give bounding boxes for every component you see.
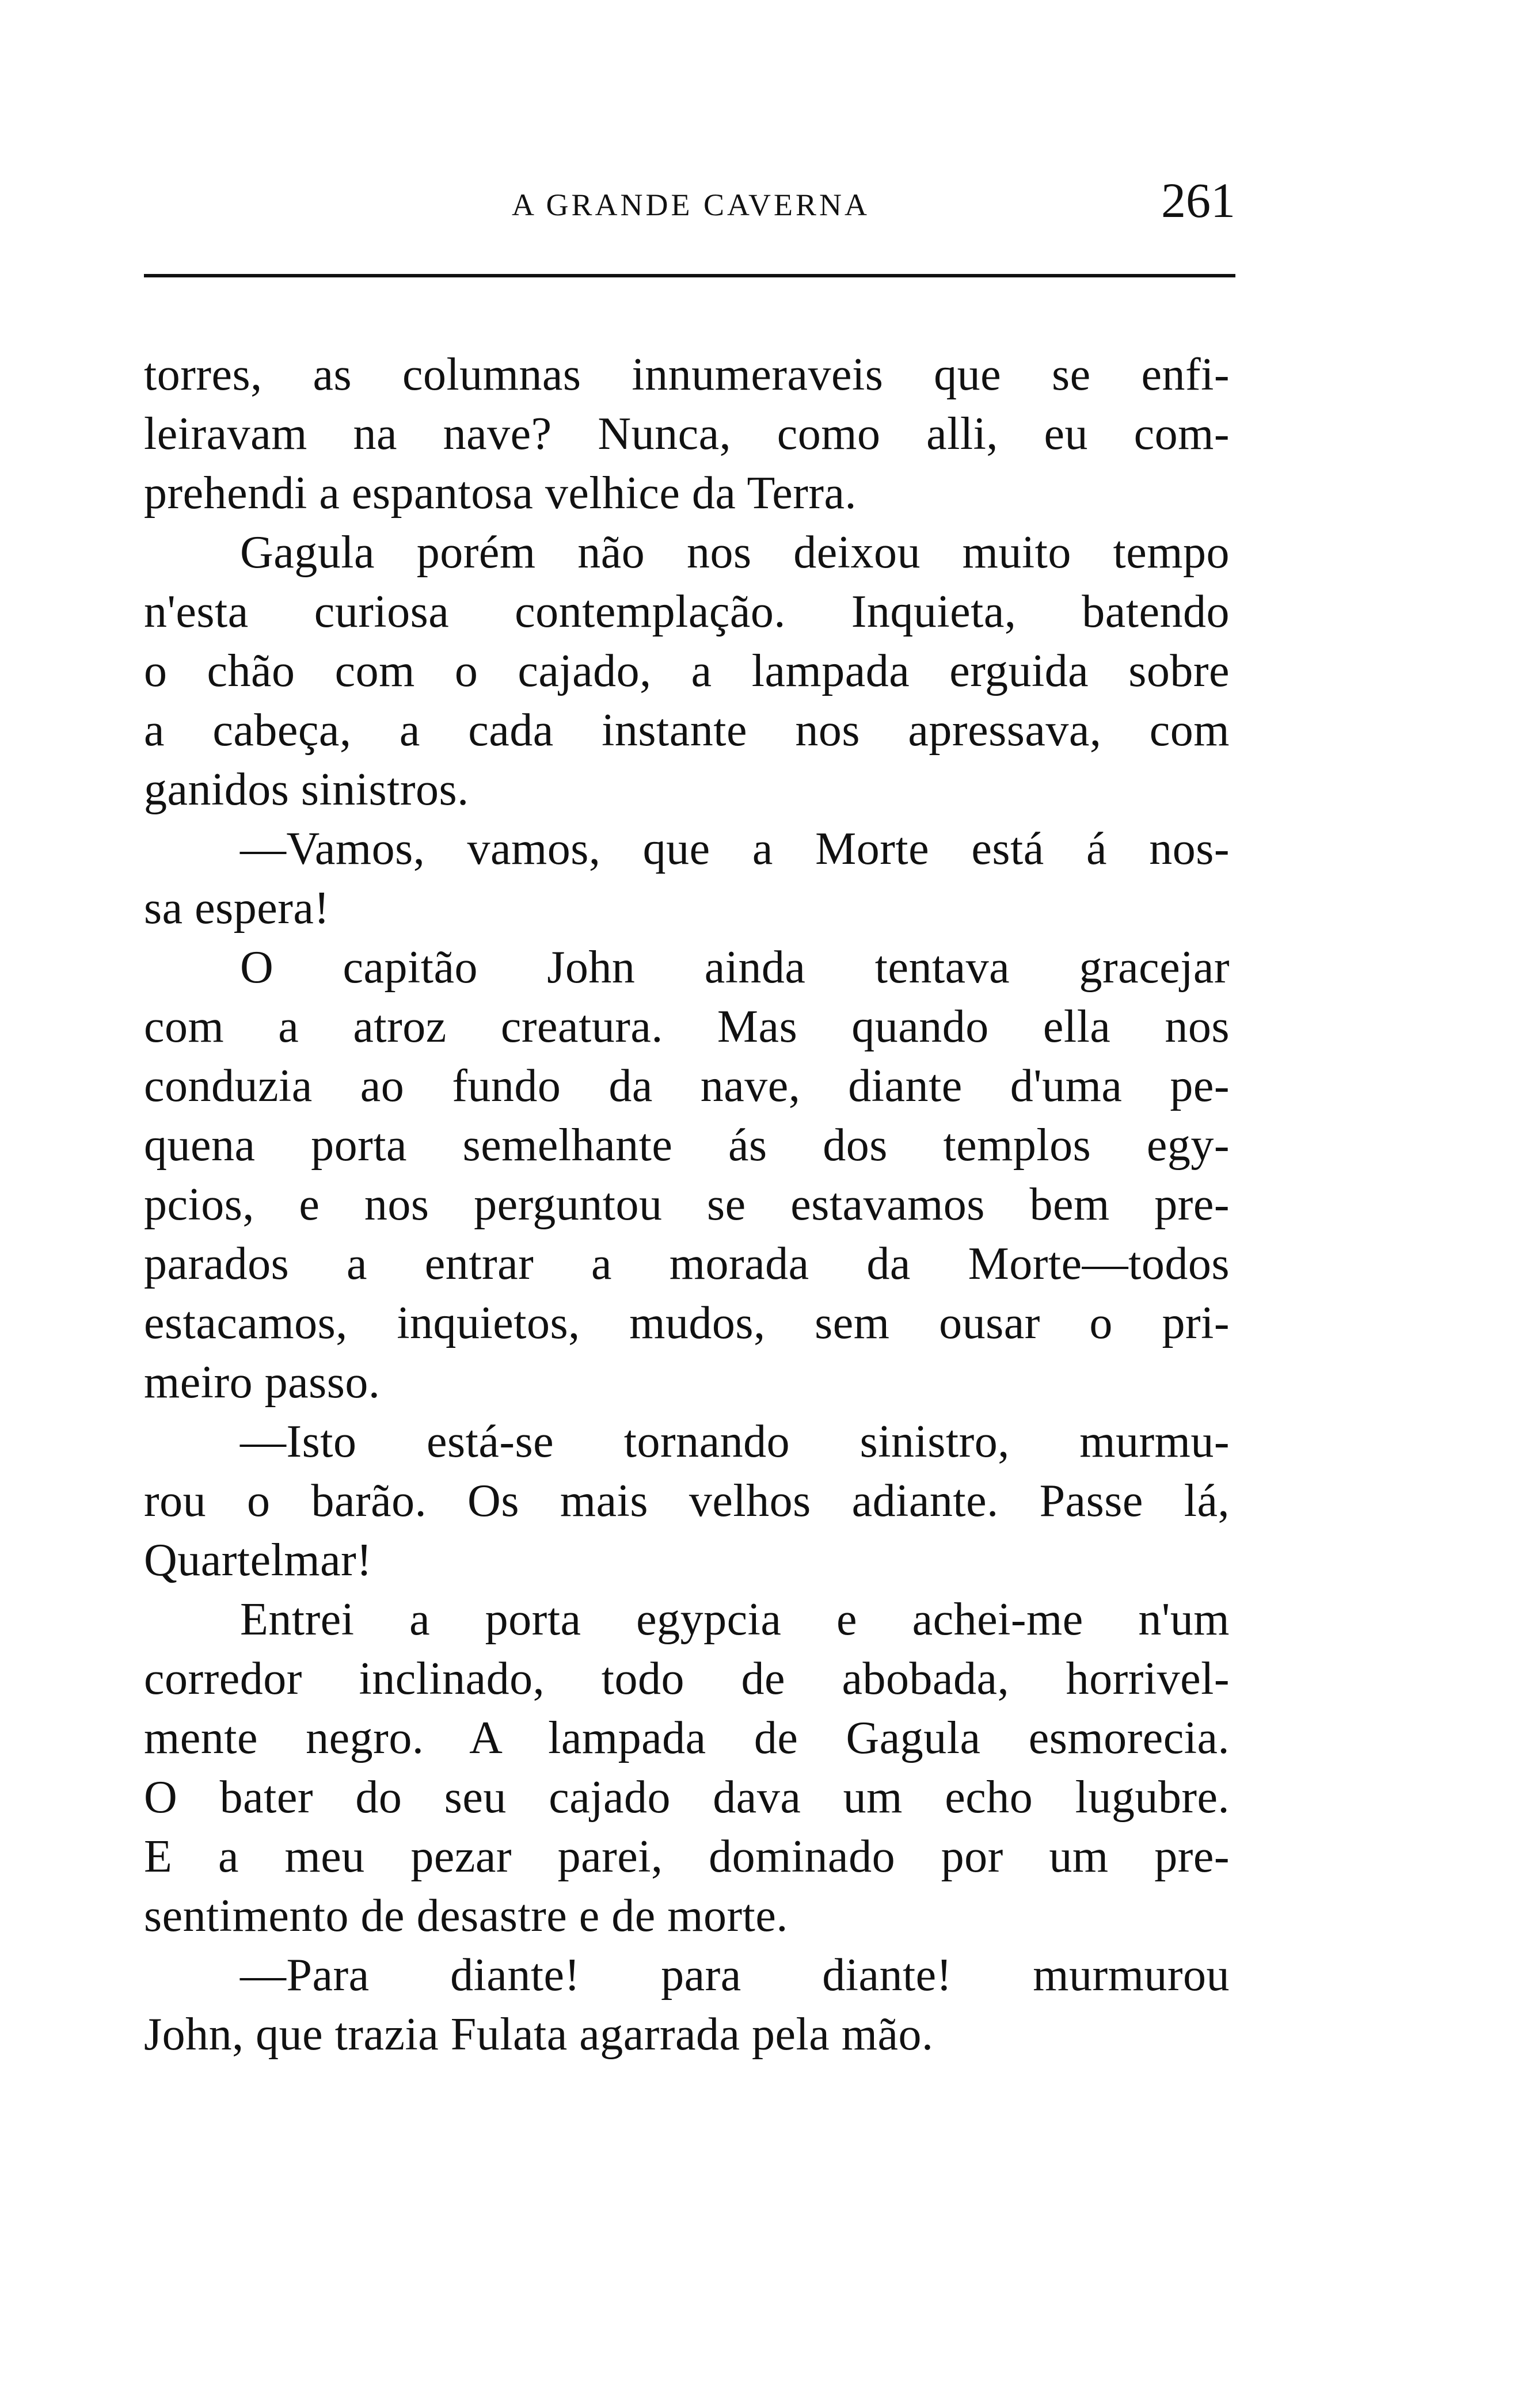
text-line: mente negro. A lampada de Gagula esmorecia. [144,1713,1230,1763]
text-line: —Isto está-se tornando sinistro, murmu- [240,1416,1230,1467]
text-line: Entrei a porta egypcia e achei-me n'um [240,1594,1230,1645]
text-line: meiro passo. [144,1357,381,1408]
text-line: com a atroz creatura. Mas quando ella nos [144,1001,1230,1052]
text-line: n'esta curiosa contemplação. Inquieta, batendo [144,586,1230,637]
text-line: sa espera! [144,883,330,934]
text-line: leiravam na nave? Nunca, como alli, eu com- [144,409,1230,459]
running-title: A GRANDE CAVERNA [511,188,870,222]
text-line: estacamos, inquietos, mudos, sem ousar o pri- [144,1298,1230,1348]
text-line: Gagula porém não nos deixou muito tempo [240,527,1230,578]
body-text [144,345,1230,2064]
text-line: Quartelmar! [144,1535,372,1586]
text-line: o chão com o cajado, a lampada erguida sobre [144,646,1230,696]
text-line: ganidos sinistros. [144,764,469,815]
text-line: quena porta semelhante ás dos templos egy- [144,1120,1230,1171]
text-line: —Para diante! para diante! murmurou [240,1950,1230,2001]
text-line: sentimento de desastre e de morte. [144,1891,788,1941]
text-line: O capitão John ainda tentava gracejar [240,942,1230,993]
text-line: parados a entrar a morada da Morte—todos [144,1239,1230,1289]
text-line: O bater do seu cajado dava um echo lugubre. [144,1772,1230,1823]
text-line: John, que trazia Fulata agarrada pela mão. [144,2009,934,2060]
page-number: 261 [1161,173,1235,228]
text-line: E a meu pezar parei, dominado por um pre- [144,1831,1230,1882]
text-line: corredor inclinado, todo de abobada, horrivel- [144,1653,1230,1704]
text-line: conduzia ao fundo da nave, diante d'uma pe- [144,1061,1230,1111]
text-line: prehendi a espantosa velhice da Terra. [144,468,857,519]
text-line: a cabeça, a cada instante nos apressava, com [144,705,1230,756]
text-line: rou o barão. Os mais velhos adiante. Passe lá, [144,1476,1230,1526]
header-rule [144,274,1235,277]
text-line: torres, as columnas innumeraveis que se enfi- [144,349,1230,400]
text-line: —Vamos, vamos, que a Morte está á nos- [240,824,1230,874]
text-line: pcios, e nos perguntou se estavamos bem pre- [144,1179,1230,1230]
